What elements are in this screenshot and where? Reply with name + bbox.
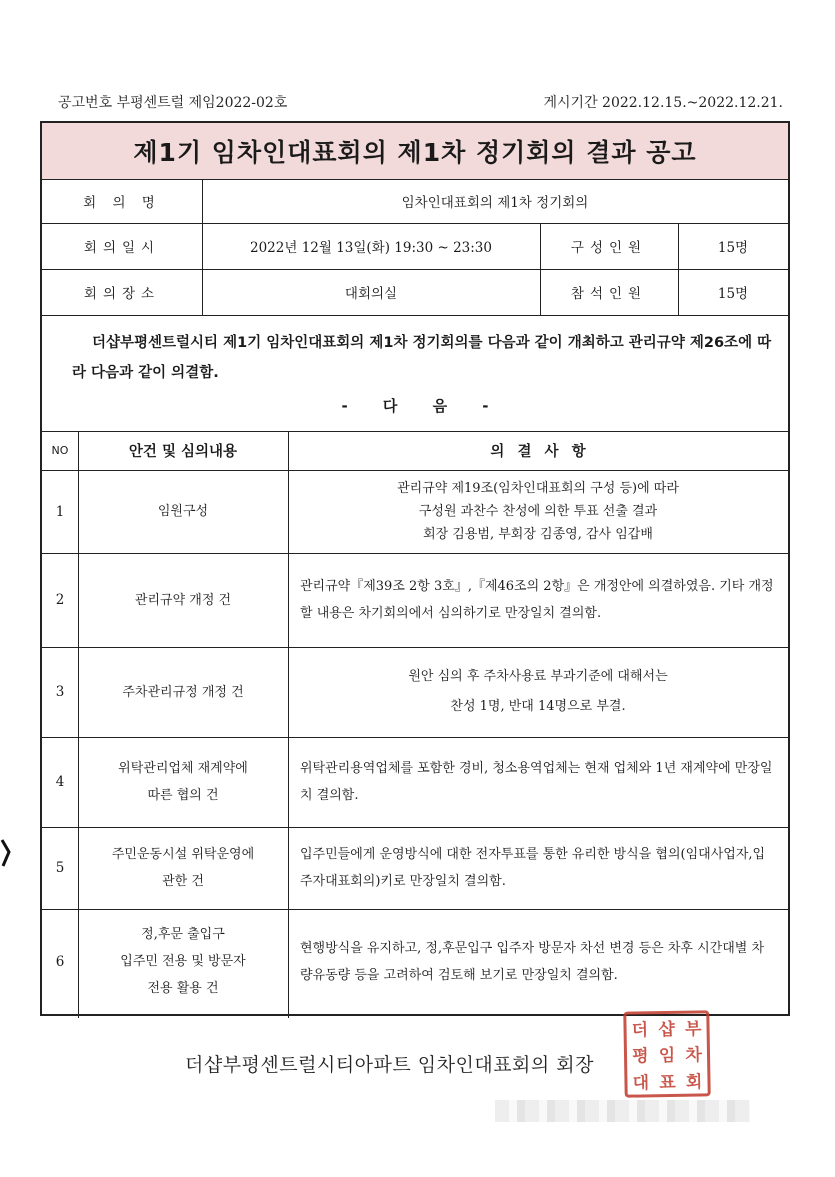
attendees-label: 참석인원: [570, 286, 648, 302]
divider: [42, 315, 788, 316]
row-no: 3: [55, 684, 65, 700]
meeting-name-label: 회 의 명: [83, 195, 161, 211]
seal-glyph: 더: [631, 1020, 649, 1041]
row-resolution: 원안 심의 후 주차사용료 부과기준에 대해서는 찬성 1명, 반대 14명으로 부결.: [408, 669, 668, 714]
redacted-strip: [495, 1100, 750, 1122]
row-resolution: 현행방식을 유지하고, 정,후문입구 입주자 방문자 차선 변경 등은 차후 시간대별 차량유동량 등을 고려하여 검토해 보기로 만장일치 결의함.: [300, 940, 765, 983]
row-no: 2: [55, 592, 65, 608]
seal-glyph: 대: [632, 1073, 650, 1094]
members-label: 구성인원: [570, 240, 648, 256]
da-eum-heading: - 다 음 -: [341, 397, 489, 415]
seal-glyph: 회: [685, 1072, 703, 1093]
meeting-place-value: 대회의실: [344, 286, 398, 302]
row-no: 1: [55, 503, 65, 520]
notice-number: 공고번호 부평센트럴 제임2022-02호: [58, 95, 288, 111]
row-agenda: 관리규약 개정 건: [134, 592, 232, 608]
intro-paragraph: 더샵부평센트럴시티 제1기 임차인대표회의 제1차 정기회의를 다음과 같이 개최하고 관리규약 제26조에 따라 다음과 같이 의결함.: [72, 335, 772, 381]
binding-mark: [0, 838, 12, 868]
seal-glyph: 표: [659, 1073, 676, 1094]
col-no-header: NO: [51, 444, 69, 457]
seal-glyph: 샵: [658, 1019, 675, 1040]
signature-line: 더샵부평센트럴시티아파트 임차인대표회의 회장: [185, 1054, 595, 1076]
row-agenda: 정,후문 출입구 입주민 전용 및 방문자 전용 활용 건: [120, 927, 246, 996]
row-no: 6: [55, 953, 65, 970]
row-no: 4: [55, 774, 65, 790]
row-agenda: 임원구성: [157, 504, 209, 519]
seal-glyph: 차: [685, 1045, 703, 1067]
row-agenda: 주민운동시설 위탁운영에 관한 건: [111, 847, 255, 889]
row-resolution: 위탁관리용역업체를 포함한 경비, 청소용역업체는 현재 업체와 1년 재계약에 만장일치 결의함.: [300, 761, 773, 803]
row-no: 5: [55, 860, 65, 876]
meeting-place-label: 회의장소: [83, 286, 161, 302]
row-resolution: 관리규약 제19조(임차인대표회의 구성 등)에 따라 구성원 과찬수 찬성에 의한 투표 선출 결과 회장 김용범, 부회장 김종영, 감사 임갑배: [397, 481, 679, 542]
seal-glyph: 부: [684, 1019, 702, 1040]
col-agenda-header: 안건 및 심의내용: [128, 444, 238, 460]
seal-glyph: 평: [631, 1046, 649, 1068]
official-seal: [623, 1010, 710, 1097]
row-agenda: 주차관리규정 개정 건: [122, 684, 244, 700]
row-resolution: 입주민들에게 운영방식에 대한 전자투표를 통한 유리한 방식을 협의(임대사업자,입주자대표회의)키로 만장일치 결의함.: [300, 847, 766, 889]
attendees-value: 15명: [717, 286, 749, 302]
meeting-datetime-value: 2022년 12월 13일(화) 19:30 ~ 23:30: [250, 240, 492, 256]
posting-period: 게시기간 2022.12.15.~2022.12.21.: [543, 95, 783, 111]
meeting-name-value: 임차인대표회의 제1차 정기회의: [401, 195, 589, 211]
notice-frame: [40, 121, 790, 1016]
row-resolution: 관리규약『제39조 2항 3호』,『제46조의 2항』은 개정안에 의결하였음. 기타 개정할 내용은 차기회의에서 심의하기로 만장일치 결의함.: [300, 579, 774, 621]
meeting-datetime-label: 회의일시: [83, 240, 161, 256]
row-agenda: 위탁관리업체 재계약에 따른 협의 건: [118, 761, 248, 803]
members-value: 15명: [717, 240, 749, 256]
col-resolution-header: 의 결 사 항: [490, 444, 586, 460]
seal-glyph: 임: [658, 1046, 676, 1067]
notice-title: 제1기 임차인대표회의 제1차 정기회의 결과 공고: [42, 123, 788, 180]
